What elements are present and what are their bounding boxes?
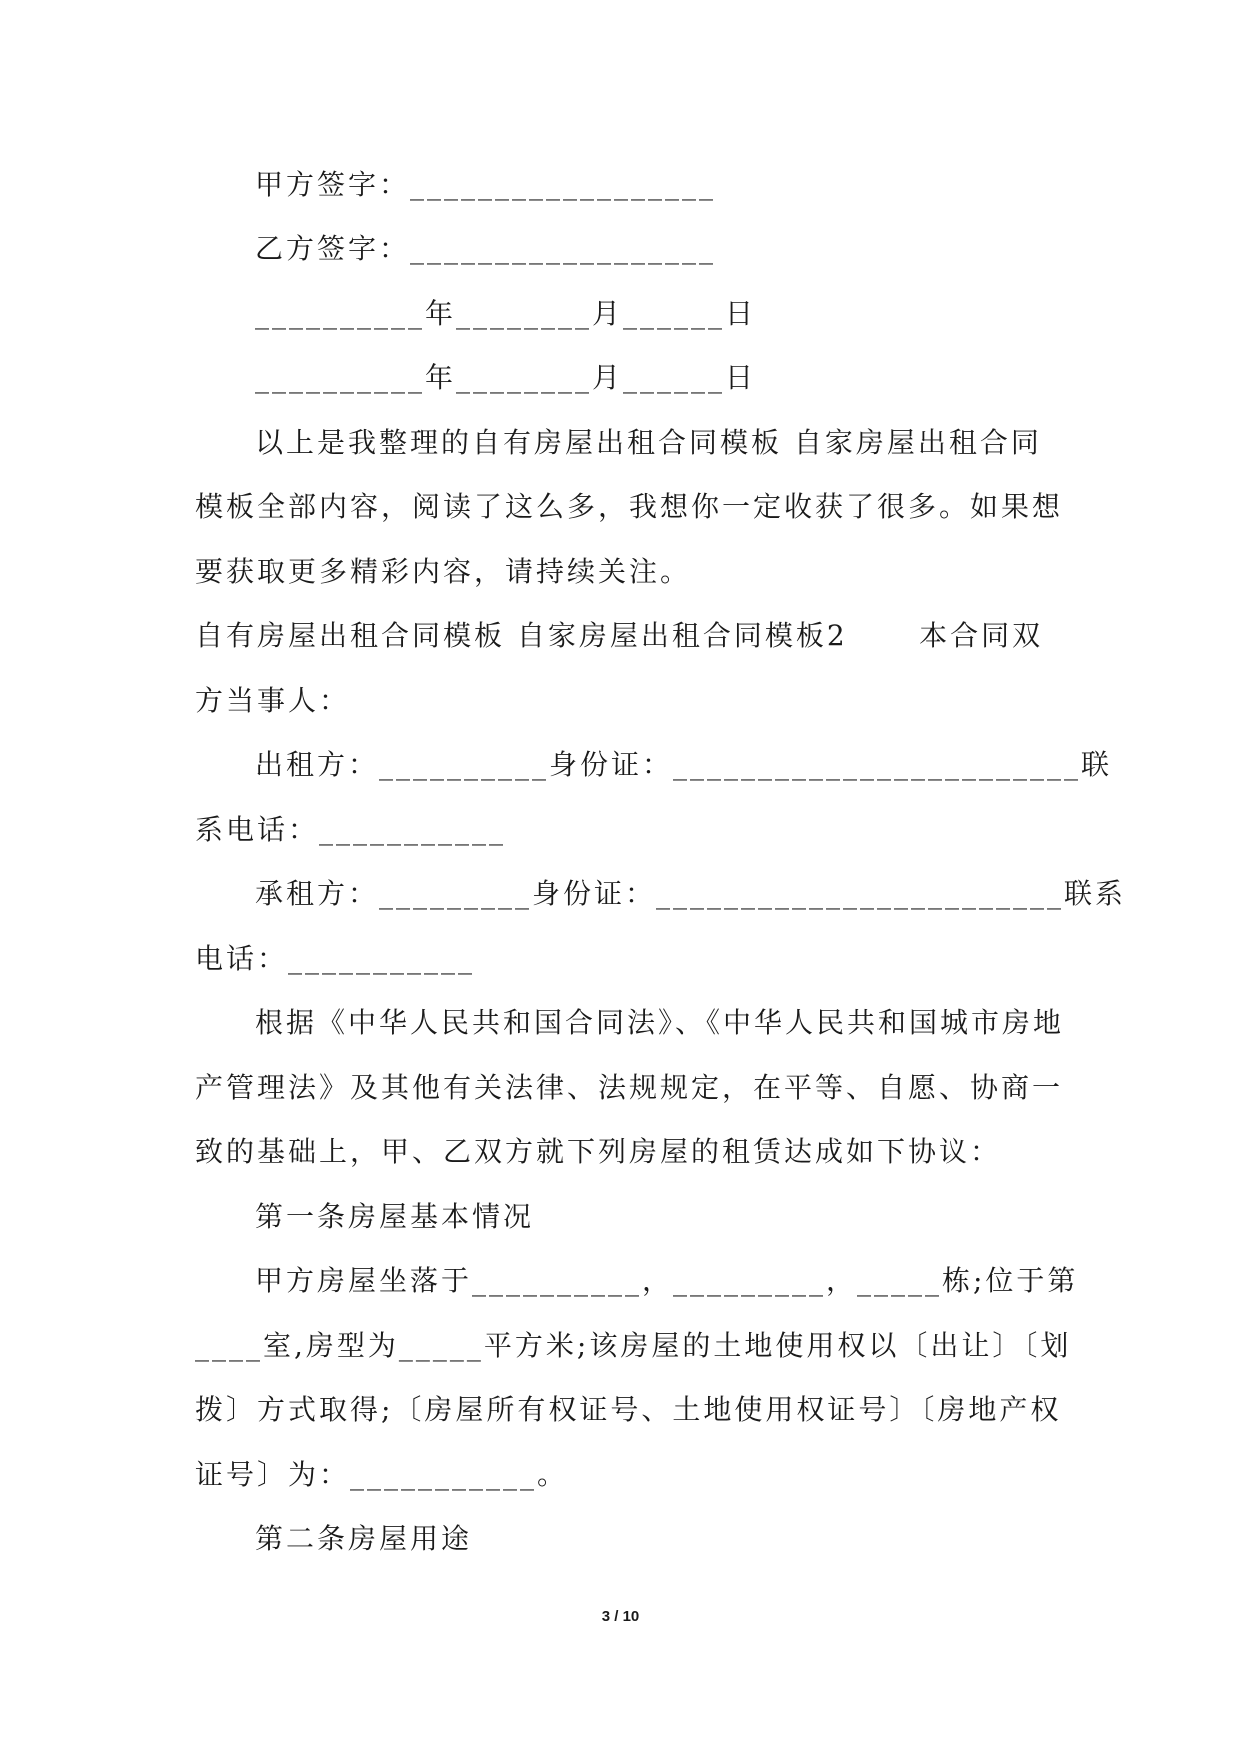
article-two-heading: 第二条房屋用途	[255, 1522, 473, 1555]
section-heading-line-2: 方当事人：	[195, 684, 351, 717]
closing-paragraph-line-2: 模板全部内容，阅读了这么多，我想你一定收获了很多。如果想	[195, 490, 1064, 523]
legal-basis-line-1: 根据《中华人民共和国合同法》、《中华人民共和国城市房地	[255, 1006, 1065, 1039]
date-line-party-a: __________年________月______日	[255, 297, 757, 330]
section-heading-line-1: 自有房屋出租合同模板 自家房屋出租合同模板2 本合同双	[195, 619, 1044, 652]
lessee-line-1: 承租方：_________身份证：________________________联系	[255, 877, 1127, 910]
signature-line-party-b: 乙方签字：__________________	[255, 232, 717, 265]
legal-basis-line-3: 致的基础上，甲、乙双方就下列房屋的租赁达成如下协议：	[195, 1135, 1002, 1168]
closing-paragraph-line-3: 要获取更多精彩内容，请持续关注。	[195, 555, 692, 588]
lessor-line-1: 出租方：__________身份证：________________________联	[255, 748, 1113, 781]
page-number: 3 / 10	[601, 1608, 640, 1625]
article-one-line-3: 拨〕方式取得;〔房屋所有权证号、土地使用权证号〕〔房地产权	[195, 1393, 1062, 1426]
article-one-line-4: 证号〕为：___________。	[195, 1458, 569, 1491]
lessor-line-2: 系电话：___________	[195, 813, 507, 846]
lessee-line-2: 电话：___________	[195, 942, 476, 975]
legal-basis-line-2: 产管理法》及其他有关法律、法规规定，在平等、自愿、协商一	[195, 1071, 1064, 1104]
article-one-line-2: ____室,房型为_____平方米;该房屋的土地使用权以〔出让〕〔划	[195, 1329, 1072, 1362]
signature-line-party-a: 甲方签字：__________________	[255, 168, 717, 201]
closing-paragraph-line-1: 以上是我整理的自有房屋出租合同模板 自家房屋出租合同	[255, 426, 1042, 459]
article-one-line-1: 甲方房屋坐落于__________，_________，_____栋;位于第	[255, 1264, 1079, 1297]
article-one-heading: 第一条房屋基本情况	[255, 1200, 535, 1233]
date-line-party-b: __________年________月______日	[255, 361, 757, 394]
